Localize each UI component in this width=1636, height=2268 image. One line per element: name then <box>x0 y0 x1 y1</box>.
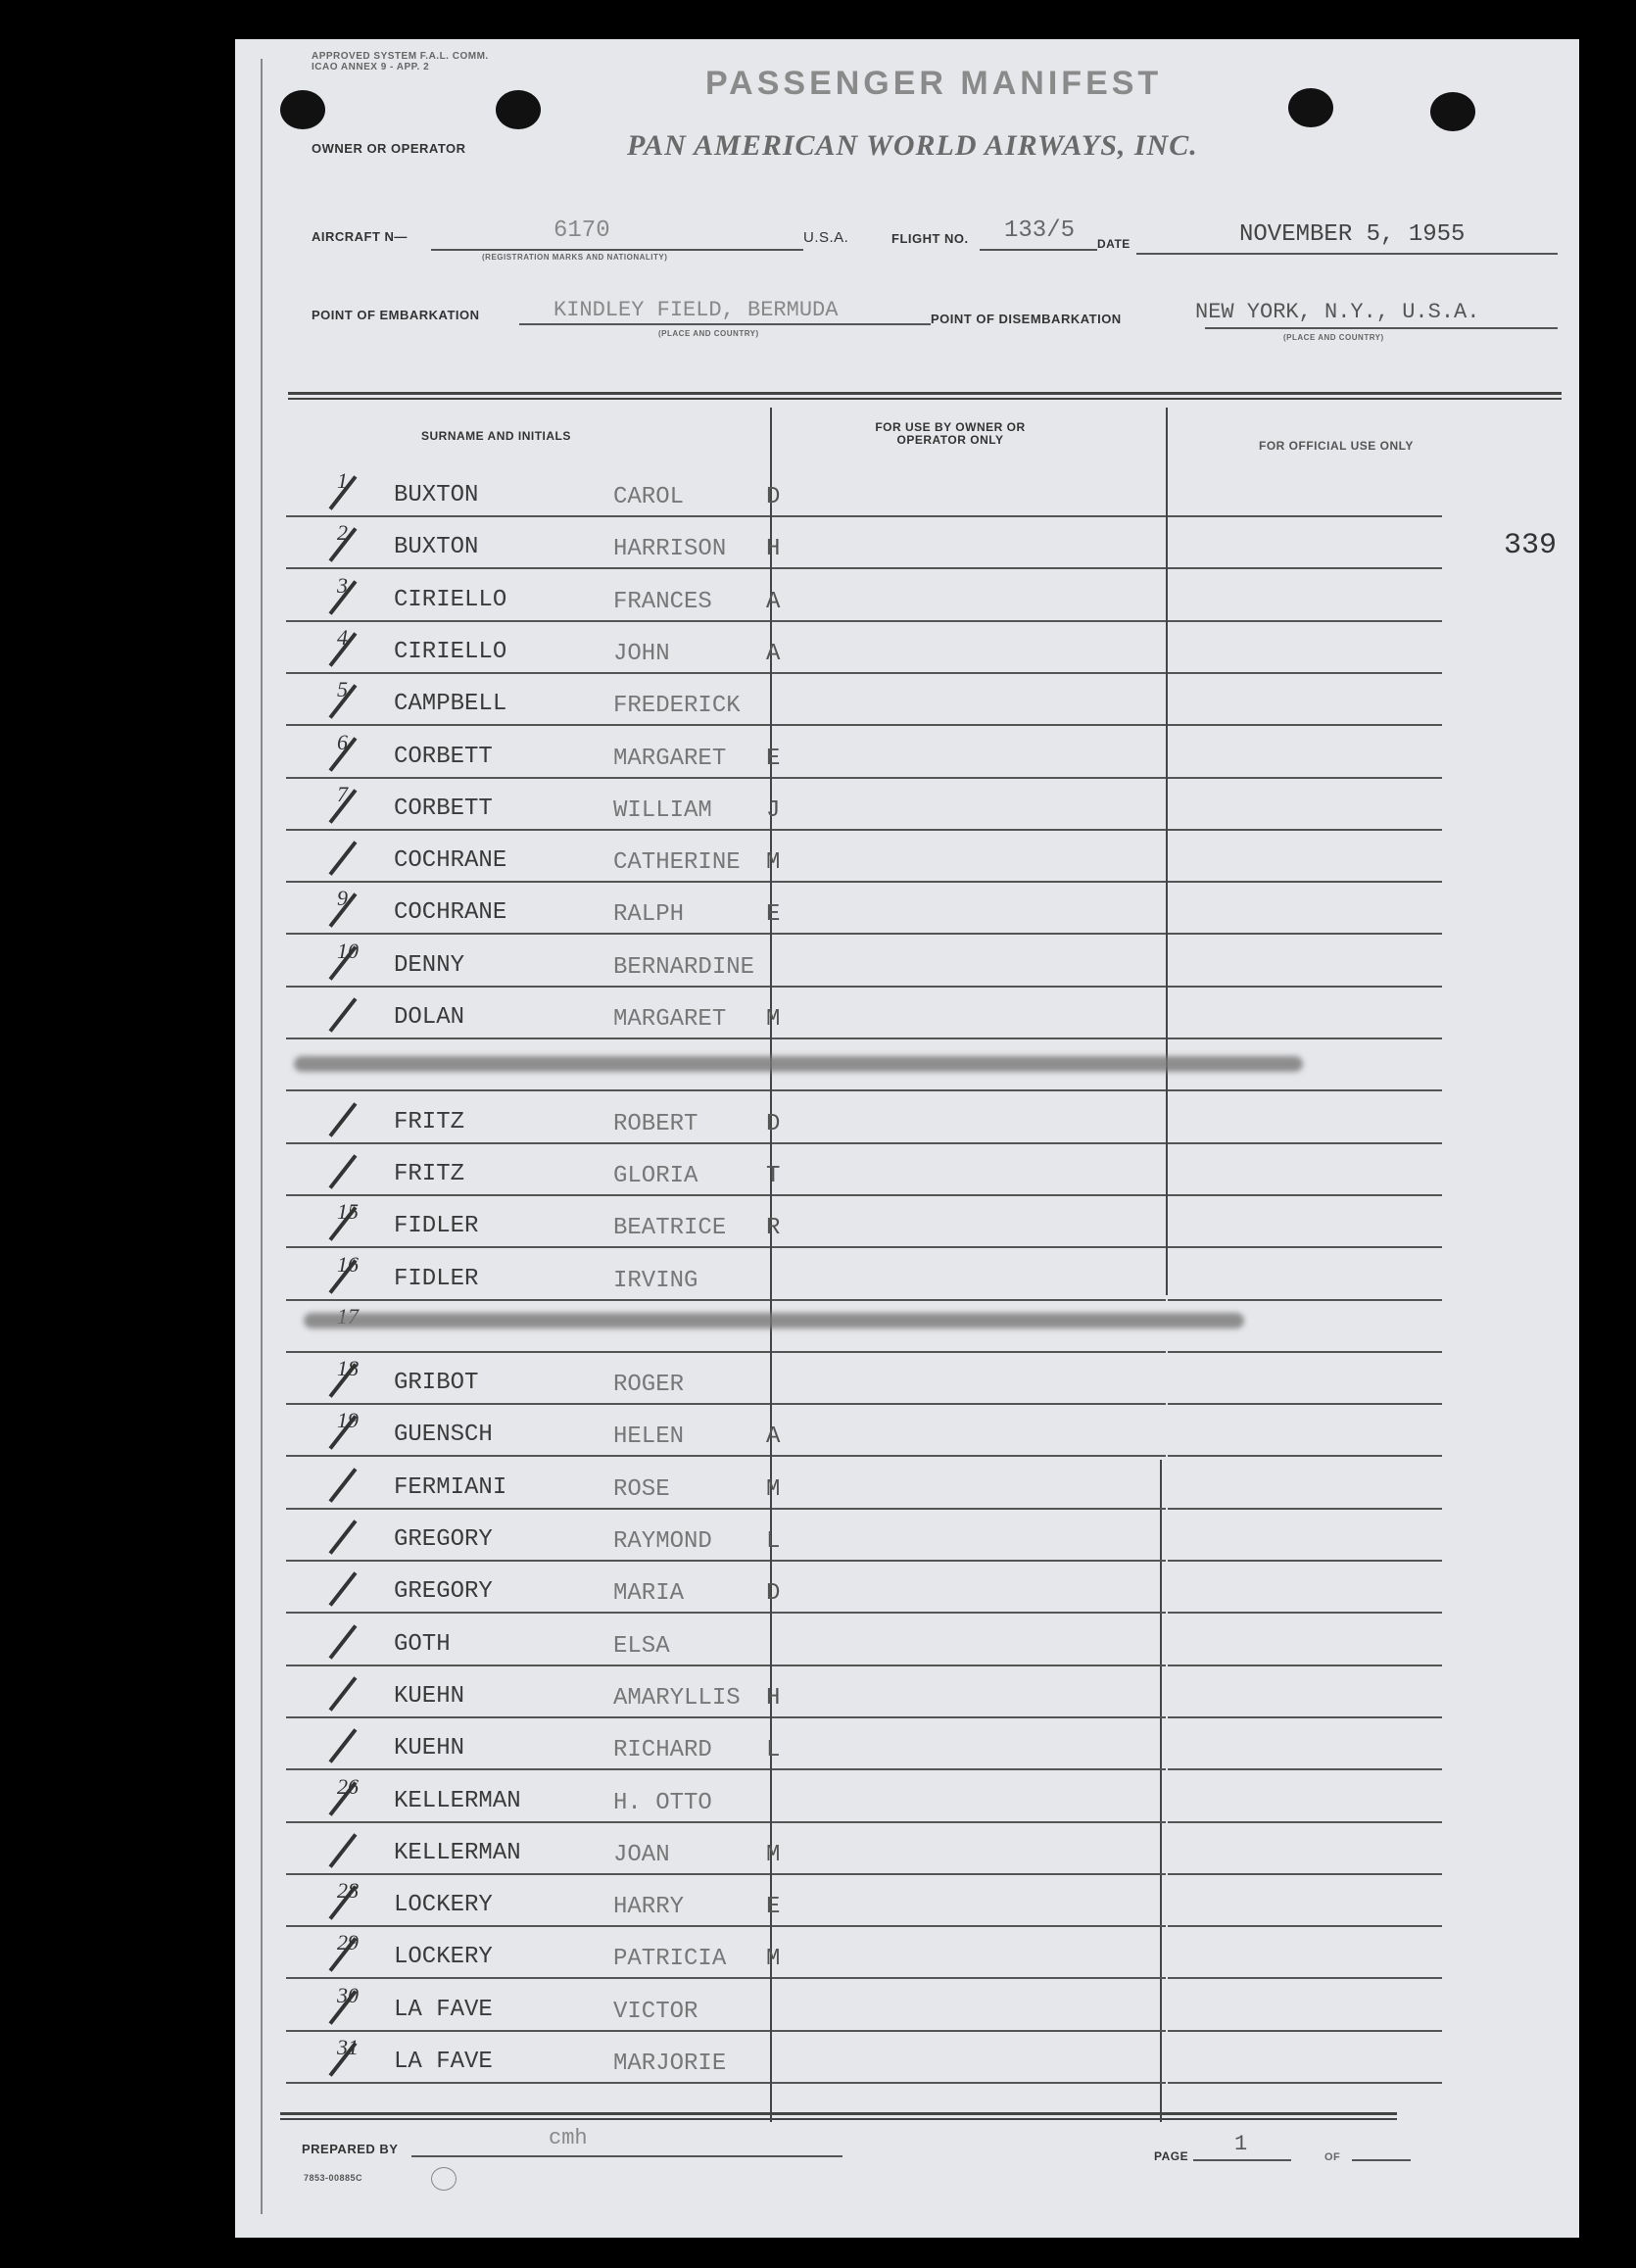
row-rule-name <box>286 1925 770 1927</box>
row-rule-owner <box>772 1142 1166 1144</box>
table-row <box>286 1197 1550 1249</box>
passenger-initial: M <box>766 1842 781 1868</box>
disembark-value: NEW YORK, N.Y., U.S.A. <box>1195 300 1480 324</box>
row-rule-owner <box>772 2082 1166 2084</box>
row-rule-name <box>286 1665 770 1666</box>
table-row <box>286 1250 1550 1302</box>
page-label: PAGE <box>1154 2149 1189 2163</box>
row-rule-owner <box>772 1925 1166 1927</box>
prepared-underline <box>411 2155 842 2157</box>
row-rule-owner <box>772 672 1166 674</box>
embark-sub: (PLACE AND COUNTRY) <box>658 329 759 338</box>
passenger-surname: GRIBOT <box>394 1370 479 1396</box>
table-bottom-rule-2 <box>280 2118 1397 2120</box>
row-rule-owner <box>772 515 1166 517</box>
passenger-given: ROSE <box>613 1476 670 1503</box>
passenger-initial: D <box>766 484 781 510</box>
punch-hole-right-1 <box>1288 88 1333 127</box>
row-rule-official <box>1168 672 1442 674</box>
table-row <box>286 937 1550 989</box>
passenger-given: MARGARET <box>613 1006 727 1033</box>
table-row <box>286 466 1550 518</box>
passenger-initial: T <box>766 1163 781 1189</box>
row-rule-official <box>1168 724 1442 726</box>
row-rule-official <box>1168 1873 1442 1875</box>
prepared-label: PREPARED BY <box>302 2142 399 2156</box>
date-underline <box>1136 253 1558 255</box>
table-row <box>286 1563 1550 1615</box>
passenger-surname: COCHRANE <box>394 899 507 926</box>
row-number: 26 <box>337 1774 359 1799</box>
row-rule-official <box>1168 1508 1442 1510</box>
left-border-line <box>261 59 263 2214</box>
passenger-surname: KELLERMAN <box>394 1840 521 1866</box>
passenger-surname: KELLERMAN <box>394 1788 521 1814</box>
date-label: DATE <box>1097 237 1131 251</box>
passenger-initial: M <box>766 1946 781 1972</box>
row-rule-owner <box>772 1403 1166 1405</box>
check-mark-icon <box>328 1520 357 1555</box>
passenger-initial: M <box>766 1006 781 1033</box>
row-rule-name <box>286 1299 770 1301</box>
row-rule-official <box>1168 1403 1442 1405</box>
punch-hole-right-2 <box>1430 92 1475 131</box>
table-row <box>286 1772 1550 1824</box>
passenger-initial: L <box>766 1737 781 1763</box>
table-row <box>286 1616 1550 1667</box>
check-mark-icon <box>328 1624 357 1660</box>
passenger-given: FREDERICK <box>613 693 741 719</box>
passenger-surname: DENNY <box>394 952 465 979</box>
passenger-surname: GREGORY <box>394 1526 493 1553</box>
row-rule-official <box>1168 2030 1442 2032</box>
row-rule-official <box>1168 777 1442 779</box>
row-rule-owner <box>772 2030 1166 2032</box>
row-rule-official <box>1168 933 1442 935</box>
embark-label: POINT OF EMBARKATION <box>312 308 480 322</box>
row-rule-name <box>286 672 770 674</box>
row-rule-owner <box>772 1612 1166 1614</box>
aircraft-label: AIRCRAFT N— <box>312 229 408 244</box>
check-mark-icon <box>328 1833 357 1868</box>
punch-hole-left-1 <box>280 90 325 129</box>
row-rule-official <box>1168 567 1442 569</box>
passenger-surname: DOLAN <box>394 1004 465 1031</box>
row-rule-official <box>1168 1560 1442 1562</box>
disembark-underline <box>1205 327 1558 329</box>
passenger-surname: GREGORY <box>394 1578 493 1605</box>
row-number: 15 <box>337 1199 359 1224</box>
passenger-given: RICHARD <box>613 1737 712 1763</box>
passenger-initial: M <box>766 849 781 876</box>
passenger-surname: LOCKERY <box>394 1944 493 1970</box>
row-rule-official <box>1168 1142 1442 1144</box>
row-rule-owner <box>772 1351 1166 1353</box>
row-rule-official <box>1168 1351 1442 1353</box>
date-value: NOVEMBER 5, 1955 <box>1239 221 1466 248</box>
passenger-given: ELSA <box>613 1633 670 1660</box>
row-rule-official <box>1168 1246 1442 1248</box>
row-rule-name <box>286 724 770 726</box>
row-rule-name <box>286 829 770 831</box>
row-rule-official <box>1168 986 1442 988</box>
row-rule-name <box>286 1142 770 1144</box>
company-name: PAN AMERICAN WORLD AIRWAYS, INC. <box>627 129 1198 162</box>
passenger-surname: LOCKERY <box>394 1892 493 1918</box>
check-mark-icon <box>328 1676 357 1712</box>
row-rule-official <box>1168 1089 1442 1091</box>
page-underline <box>1193 2159 1291 2161</box>
owner-label: OWNER OR OPERATOR <box>312 141 466 156</box>
row-rule-owner <box>772 1821 1166 1823</box>
row-rule-name <box>286 1246 770 1248</box>
row-rule-name <box>286 1351 770 1353</box>
row-rule-owner <box>772 567 1166 569</box>
row-rule-official <box>1168 1037 1442 1039</box>
form-number: 7853-00885C <box>304 2173 363 2183</box>
passenger-given: WILLIAM <box>613 797 712 824</box>
row-rule-owner <box>772 1455 1166 1457</box>
passenger-given: BEATRICE <box>613 1215 727 1241</box>
row-number: 6 <box>337 730 348 754</box>
row-rule-owner <box>772 1716 1166 1718</box>
row-rule-owner <box>772 1246 1166 1248</box>
row-number: 1 <box>337 468 348 493</box>
row-rule-name <box>286 567 770 569</box>
passenger-given: HELEN <box>613 1424 685 1450</box>
margin-number: 339 <box>1504 529 1558 562</box>
row-number: 29 <box>337 1930 359 1954</box>
document-title: PASSENGER MANIFEST <box>705 65 1163 102</box>
row-rule-official <box>1168 1299 1442 1301</box>
row-rule-name <box>286 1194 770 1196</box>
row-rule-owner <box>772 1089 1166 1091</box>
passenger-surname: CORBETT <box>394 796 493 822</box>
table-row <box>286 1981 1550 2033</box>
passenger-surname: FRITZ <box>394 1161 465 1187</box>
row-rule-name <box>286 1403 770 1405</box>
row-number: 28 <box>337 1878 359 1903</box>
row-number: 7 <box>337 782 348 806</box>
manifest-sheet <box>235 39 1579 2238</box>
row-rule-owner <box>772 829 1166 831</box>
row-rule-official <box>1168 1925 1442 1927</box>
passenger-initial: E <box>766 1894 781 1920</box>
row-rule-official <box>1168 1194 1442 1196</box>
passenger-given: H. OTTO <box>613 1790 712 1816</box>
flight-underline <box>980 249 1097 251</box>
passenger-initial: H <box>766 1685 781 1712</box>
passenger-surname: FIDLER <box>394 1213 479 1239</box>
passenger-given: JOHN <box>613 641 670 667</box>
passenger-initial: D <box>766 1111 781 1137</box>
passenger-given: CAROL <box>613 484 685 510</box>
row-rule-name <box>286 1873 770 1875</box>
row-rule-owner <box>772 1194 1166 1196</box>
row-rule-owner <box>772 933 1166 935</box>
row-rule-official <box>1168 1665 1442 1666</box>
row-number: 3 <box>337 573 348 598</box>
approval-note: APPROVED SYSTEM F.A.L. COMM. ICAO ANNEX 9 - APP. 2 <box>312 51 489 72</box>
passenger-surname: CORBETT <box>394 744 493 770</box>
passenger-given: BERNARDINE <box>613 954 755 981</box>
row-rule-name <box>286 1977 770 1979</box>
passenger-given: PATRICIA <box>613 1946 727 1972</box>
row-rule-official <box>1168 1821 1442 1823</box>
row-rule-name <box>286 1089 770 1091</box>
passenger-given: HARRISON <box>613 536 727 562</box>
prepared-value: cmh <box>549 2126 588 2150</box>
col-surname-header: SURNAME AND INITIALS <box>421 429 571 443</box>
row-number: 16 <box>337 1252 359 1277</box>
check-mark-icon <box>328 1468 357 1503</box>
check-mark-icon <box>328 1102 357 1137</box>
strike-smudge-1 <box>294 1056 1303 1072</box>
passenger-given: IRVING <box>613 1268 698 1294</box>
row-rule-official <box>1168 1612 1442 1614</box>
passenger-given: GLORIA <box>613 1163 698 1189</box>
row-rule-name <box>286 1037 770 1039</box>
passenger-given: AMARYLLIS <box>613 1685 741 1712</box>
passenger-surname: FERMIANI <box>394 1474 507 1501</box>
table-row <box>286 832 1550 884</box>
disembark-sub: (PLACE AND COUNTRY) <box>1283 333 1384 342</box>
of-underline <box>1352 2159 1411 2161</box>
passenger-surname: LA FAVE <box>394 1997 493 2023</box>
row-rule-name <box>286 1560 770 1562</box>
table-bottom-rule-1 <box>280 2112 1397 2115</box>
row-rule-name <box>286 2030 770 2032</box>
passenger-surname: LA FAVE <box>394 2049 493 2075</box>
row-rule-name <box>286 1768 770 1770</box>
row-rule-name <box>286 1612 770 1614</box>
table-row <box>286 1354 1550 1406</box>
row-rule-name <box>286 620 770 622</box>
row-rule-owner <box>772 881 1166 883</box>
passenger-surname: FRITZ <box>394 1109 465 1135</box>
row-rule-name <box>286 777 770 779</box>
passenger-given: HARRY <box>613 1894 685 1920</box>
row-number: 2 <box>337 520 348 545</box>
row-number: 5 <box>337 677 348 701</box>
table-row <box>286 989 1550 1040</box>
row-rule-owner <box>772 1299 1166 1301</box>
row-rule-official <box>1168 1455 1442 1457</box>
passenger-surname: KUEHN <box>394 1683 465 1710</box>
passenger-initial: A <box>766 1424 781 1450</box>
row-rule-owner <box>772 1037 1166 1039</box>
row-rule-official <box>1168 1977 1442 1979</box>
row-number: 10 <box>337 939 359 963</box>
table-row <box>286 1876 1550 1928</box>
row-rule-name <box>286 881 770 883</box>
passenger-initial: A <box>766 589 781 615</box>
table-row <box>286 1511 1550 1563</box>
aircraft-value: 6170 <box>553 217 610 244</box>
row-rule-name <box>286 933 770 935</box>
row-rule-owner <box>772 620 1166 622</box>
passenger-surname: FIDLER <box>394 1266 479 1292</box>
strike-smudge-2 <box>304 1313 1244 1328</box>
flight-value: 133/5 <box>1004 217 1076 244</box>
row-rule-owner <box>772 1665 1166 1666</box>
table-row <box>286 675 1550 727</box>
row-rule-official <box>1168 881 1442 883</box>
row-rule-name <box>286 1508 770 1510</box>
passenger-surname: COCHRANE <box>394 847 507 874</box>
table-row <box>286 780 1550 832</box>
passenger-initial: A <box>766 641 781 667</box>
check-mark-icon <box>328 1571 357 1607</box>
passenger-surname: BUXTON <box>394 482 479 508</box>
row-rule-owner <box>772 777 1166 779</box>
col-owner-header: FOR USE BY OWNER OR OPERATOR ONLY <box>875 420 1026 447</box>
table-row <box>286 1719 1550 1771</box>
row-rule-official <box>1168 2082 1442 2084</box>
disembark-label: POINT OF DISEMBARKATION <box>931 312 1122 326</box>
passenger-initial: J <box>766 797 781 824</box>
passenger-initial: M <box>766 1476 781 1503</box>
row-rule-name <box>286 1455 770 1457</box>
passenger-initial: R <box>766 1215 781 1241</box>
passenger-given: ROBERT <box>613 1111 698 1137</box>
table-row <box>286 518 1550 570</box>
row-rule-official <box>1168 620 1442 622</box>
passenger-given: RAYMOND <box>613 1528 712 1555</box>
passenger-given: RALPH <box>613 901 685 928</box>
check-mark-icon <box>328 841 357 876</box>
passenger-initial: E <box>766 901 781 928</box>
row-rule-name <box>286 2082 770 2084</box>
table-row <box>286 623 1550 675</box>
row-rule-official <box>1168 1768 1442 1770</box>
passenger-given: VICTOR <box>613 1999 698 2025</box>
col-official-header: FOR OFFICIAL USE ONLY <box>1259 439 1414 453</box>
row-number: 31 <box>337 2035 359 2059</box>
passenger-initial: D <box>766 1580 781 1607</box>
table-row <box>286 1824 1550 1876</box>
row-rule-name <box>286 515 770 517</box>
table-row <box>286 1145 1550 1197</box>
passenger-surname: GUENSCH <box>394 1422 493 1448</box>
table-top-rule-2 <box>288 398 1562 400</box>
table-row <box>286 1667 1550 1719</box>
row-rule-name <box>286 986 770 988</box>
table-row <box>286 884 1550 936</box>
passenger-surname: BUXTON <box>394 534 479 560</box>
row-rule-owner <box>772 724 1166 726</box>
passenger-initial: H <box>766 536 781 562</box>
aircraft-sub: (REGISTRATION MARKS AND NATIONALITY) <box>482 253 668 262</box>
of-label: OF <box>1324 2151 1341 2163</box>
table-row <box>286 571 1550 623</box>
row-rule-owner <box>772 1560 1166 1562</box>
passenger-given: JOAN <box>613 1842 670 1868</box>
punch-hole-left-2 <box>496 90 541 129</box>
row-number: 18 <box>337 1356 359 1380</box>
union-label-stamp-icon <box>431 2167 457 2191</box>
passenger-surname: CAMPBELL <box>394 691 507 717</box>
flight-label: FLIGHT NO. <box>891 231 969 246</box>
passenger-initial: E <box>766 746 781 772</box>
passenger-given: MARIA <box>613 1580 685 1607</box>
table-row <box>286 1928 1550 1980</box>
row-rule-owner <box>772 986 1166 988</box>
passenger-surname: CIRIELLO <box>394 587 507 613</box>
passenger-surname: CIRIELLO <box>394 639 507 665</box>
passenger-given: CATHERINE <box>613 849 741 876</box>
row-number: 30 <box>337 1983 359 2007</box>
passenger-initial: L <box>766 1528 781 1555</box>
passenger-given: MARGARET <box>613 746 727 772</box>
usa-label: U.S.A. <box>803 229 849 246</box>
row-number: 9 <box>337 886 348 910</box>
check-mark-icon <box>328 997 357 1033</box>
table-row <box>286 1406 1550 1458</box>
table-row <box>286 1093 1550 1145</box>
passenger-surname: KUEHN <box>394 1735 465 1761</box>
row-rule-owner <box>772 1977 1166 1979</box>
check-mark-icon <box>328 1154 357 1189</box>
table-top-rule-1 <box>288 392 1562 395</box>
table-row <box>286 1459 1550 1511</box>
row-number: 19 <box>337 1408 359 1432</box>
row-rule-owner <box>772 1508 1166 1510</box>
row-rule-official <box>1168 515 1442 517</box>
check-mark-icon <box>328 1728 357 1763</box>
row-rule-official <box>1168 829 1442 831</box>
aircraft-underline <box>431 249 803 251</box>
row-rule-owner <box>772 1768 1166 1770</box>
passenger-given: ROGER <box>613 1372 685 1398</box>
table-row <box>286 2033 1550 2085</box>
embark-underline <box>519 323 931 325</box>
passenger-given: MARJORIE <box>613 2051 727 2077</box>
page-value: 1 <box>1234 2132 1248 2156</box>
row-rule-name <box>286 1821 770 1823</box>
passenger-given: FRANCES <box>613 589 712 615</box>
table-row <box>286 728 1550 780</box>
row-number: 4 <box>337 625 348 650</box>
row-rule-owner <box>772 1873 1166 1875</box>
embark-value: KINDLEY FIELD, BERMUDA <box>553 298 839 322</box>
row-rule-name <box>286 1716 770 1718</box>
row-rule-official <box>1168 1716 1442 1718</box>
passenger-surname: GOTH <box>394 1631 451 1658</box>
